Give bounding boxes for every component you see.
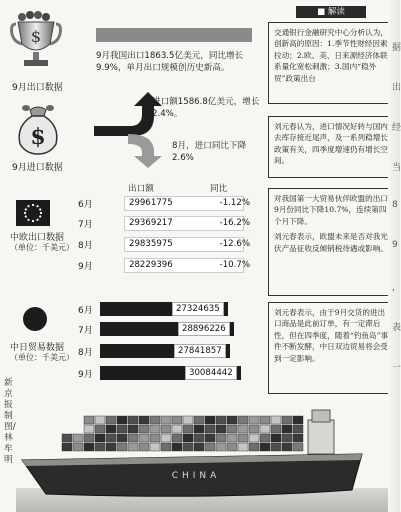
container-block	[95, 434, 105, 442]
eu-col-value: 出口额	[128, 184, 154, 194]
container-block	[172, 443, 182, 451]
import-section-title: 9月进口数据	[12, 163, 63, 173]
container-block	[161, 416, 171, 424]
container-block	[161, 425, 171, 433]
eu-value: 28229396	[124, 258, 244, 273]
container-block	[84, 443, 94, 451]
eu-row	[70, 258, 256, 274]
container-block	[172, 425, 182, 433]
eu-value: 29369217	[124, 216, 244, 231]
adjacent-page-char: 一	[392, 363, 401, 373]
container-block	[227, 425, 237, 433]
container-block	[194, 434, 204, 442]
japan-flag-icon	[22, 306, 48, 332]
container-block	[194, 416, 204, 424]
eu-row	[70, 216, 256, 232]
japan-value: 27841857	[174, 344, 226, 358]
japan-month: 7月	[78, 326, 93, 336]
container-block	[216, 416, 226, 424]
money-bag-icon	[12, 100, 64, 156]
eu-section-title: 中欧出口数据	[10, 233, 65, 243]
japan-month: 8月	[78, 348, 93, 358]
container-block	[238, 425, 248, 433]
japan-value: 30084442	[185, 366, 237, 380]
trophy-icon	[8, 10, 64, 74]
eu-change: -12.6%	[219, 239, 250, 249]
container-block	[139, 425, 149, 433]
analysis-eu-p2: 刘元春表示，欧盟未来是否对我光伏产品征收反倾销税待遇或影响。	[274, 232, 388, 253]
container-block	[238, 434, 248, 442]
container-block	[139, 434, 149, 442]
container-block	[227, 443, 237, 451]
container-block	[227, 434, 237, 442]
adjacent-page-char: 8	[392, 200, 398, 210]
container-block	[183, 443, 193, 451]
japan-value: 28896226	[178, 322, 230, 336]
analysis-heading	[296, 6, 366, 18]
adjacent-page-char: 表	[392, 323, 401, 333]
container-block	[117, 416, 127, 424]
container-block	[106, 416, 116, 424]
container-block	[238, 443, 248, 451]
container-block	[183, 434, 193, 442]
eu-change: -1.12%	[219, 198, 250, 208]
japan-row	[70, 322, 260, 338]
svg-text:$: $	[30, 27, 42, 46]
adjacent-page-char: 据	[392, 43, 401, 53]
container-block	[117, 434, 127, 442]
container-block	[172, 416, 182, 424]
japan-row	[70, 366, 260, 382]
adjacent-page-char: 当	[392, 163, 401, 173]
container-block	[194, 425, 204, 433]
eu-unit: （单位：千美元）	[10, 243, 74, 252]
japan-month: 9月	[78, 370, 93, 380]
container-block	[106, 425, 116, 433]
container-block	[205, 434, 215, 442]
container-block	[128, 434, 138, 442]
analysis-box-import: 刘元春认为，进口情况好转与国内去库存接近尾声，及一系列稳增长政策有关，四季度增速仍有增长空间。	[268, 116, 396, 178]
container-block	[150, 443, 160, 451]
container-block	[117, 443, 127, 451]
container-block	[139, 443, 149, 451]
container-block	[194, 443, 204, 451]
japan-section-title: 中日贸易数据	[10, 343, 65, 353]
export-bar	[96, 28, 252, 42]
container-block	[62, 434, 72, 442]
container-block	[249, 416, 259, 424]
container-block	[139, 416, 149, 424]
container-block	[95, 425, 105, 433]
japan-row	[70, 344, 260, 360]
container-block	[150, 416, 160, 424]
container-block	[238, 416, 248, 424]
container-block	[216, 434, 226, 442]
container-block	[227, 416, 237, 424]
container-block	[128, 425, 138, 433]
import-summary: 进口额1586.8亿美元，增长2.4%。	[152, 97, 260, 119]
export-section-title: 9月出口数据	[12, 83, 63, 93]
heading-marker-icon: ■	[317, 7, 328, 17]
container-block	[183, 416, 193, 424]
analysis-heading-text: 解读	[327, 7, 345, 17]
container-block	[84, 434, 94, 442]
eu-change: -16.2%	[219, 218, 250, 228]
container-block	[205, 416, 215, 424]
container-block	[172, 434, 182, 442]
container-block	[73, 443, 83, 451]
ship-hull-text: CHINA	[171, 471, 221, 481]
container-block	[95, 416, 105, 424]
container-block	[249, 425, 259, 433]
eu-value: 29961775	[124, 196, 244, 211]
container-block	[205, 425, 215, 433]
container-block	[150, 434, 160, 442]
container-block	[106, 443, 116, 451]
eu-change: -10.7%	[219, 260, 250, 270]
container-block	[106, 434, 116, 442]
analysis-box-japan: 刘元春表示，由于9月交货的进出口商品是此前订单，有一定滞后性，但在四季度，随着“钓鱼岛”事件不断发酵，中日双边贸易将会受到一定影响。	[268, 302, 396, 394]
analysis-column	[262, 0, 400, 512]
analysis-eu-p1: 对我国第一大贸易伙伴欧盟的出口9月份同比下降10.7%，连续第四个月下降。	[274, 194, 388, 226]
japan-value: 27324635	[172, 302, 224, 316]
adjacent-page-char: ，	[392, 283, 401, 293]
container-block	[73, 434, 83, 442]
container-block	[249, 443, 259, 451]
eu-row	[70, 237, 256, 253]
container-block	[249, 434, 259, 442]
adjacent-page-char: 9	[392, 240, 398, 250]
export-summary: 9月我国出口1863.5亿美元，同比增长9.9%，单月出口规模创历史新高。	[96, 51, 244, 73]
eu-month: 6月	[78, 200, 93, 210]
analysis-box-eu	[268, 188, 396, 296]
import-previous-month: 8月，进口同比下降2.6%	[172, 141, 247, 163]
adjacent-page-edge	[388, 0, 400, 512]
container-block	[128, 443, 138, 451]
eu-month: 7月	[78, 220, 93, 230]
japan-row	[70, 302, 260, 318]
japan-month: 6月	[78, 306, 93, 316]
japan-unit: （单位：千美元）	[10, 353, 74, 362]
container-block	[183, 425, 193, 433]
container-block	[205, 443, 215, 451]
container-block	[161, 434, 171, 442]
container-block	[95, 443, 105, 451]
eu-value: 29835975	[124, 237, 244, 252]
eu-month: 9月	[78, 262, 93, 272]
eu-month: 8月	[78, 241, 93, 251]
graphic-credit: 新京报制图/林牟明	[4, 378, 16, 465]
container-block	[117, 425, 127, 433]
container-block	[128, 416, 138, 424]
eu-col-change: 同比	[210, 184, 228, 194]
container-block	[216, 425, 226, 433]
container-block	[161, 443, 171, 451]
analysis-box-export: 交通银行金融研究中心分析认为，创新高的原因：1.季节性财经因素拉动；2.欧、美、日来源经济体联系量化宽松刺激；3.国内“稳外贸”政策出台	[268, 22, 396, 104]
container-block	[216, 443, 226, 451]
adjacent-page-char: 经	[392, 123, 401, 133]
container-block	[150, 425, 160, 433]
container-block	[84, 416, 94, 424]
svg-text:$: $	[30, 124, 46, 150]
adjacent-page-char: 出	[392, 83, 401, 93]
eu-row	[70, 196, 256, 212]
container-block	[84, 425, 94, 433]
container-block	[62, 443, 72, 451]
eu-flag-icon	[16, 200, 50, 226]
